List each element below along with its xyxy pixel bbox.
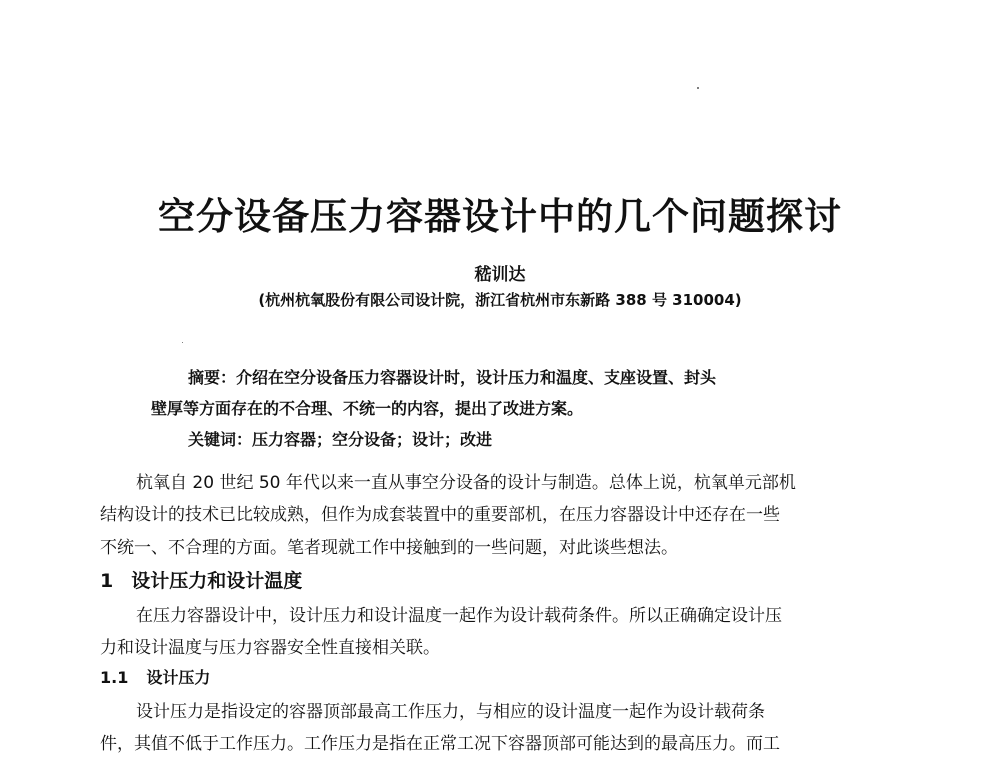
subsection-number: 1.1: [100, 668, 129, 687]
abstract-label: 摘要：: [188, 368, 237, 387]
section-title: 设计压力和设计温度: [131, 570, 303, 592]
abstract-text-2: 壁厚等方面存在的不合理、不统一的内容，提出了改进方案。: [151, 399, 584, 418]
abstract-line-2: [151, 396, 583, 419]
section-number: 1: [100, 570, 114, 592]
section-1-1-paragraph-line: 件，其值不低于工作压力。工作压力是指在正常工况下容器顶部可能达到的最高压力。而工: [100, 734, 780, 754]
section-1-1-heading: [100, 665, 210, 688]
paper-title: 空分设备压力容器设计中的几个问题探讨: [158, 195, 842, 238]
keywords-line: [188, 427, 492, 450]
abstract-line-1: [188, 365, 716, 388]
keywords-label: 关键词：: [188, 430, 253, 449]
intro-line: 结构设计的技术已比较成熟，但作为成套装置中的重要部机，在压力容器设计中还存在一些: [100, 505, 780, 525]
author-name: 嵇训达: [474, 265, 526, 285]
section-1-paragraph-line: 力和设计温度与压力容器安全性直接相关联。: [100, 638, 440, 658]
intro-line: 杭氧自 20 世纪 50 年代以来一直从事空分设备的设计与制造。总体上说，杭氧单元部机: [136, 473, 796, 493]
scan-speck: [182, 342, 183, 343]
author-affiliation: (杭州杭氧股份有限公司设计院，浙江省杭州市东新路 388 号 310004): [258, 291, 742, 309]
subsection-title: 设计压力: [146, 668, 211, 687]
intro-line: 不统一、不合理的方面。笔者现就工作中接触到的一些问题，对此谈些想法。: [100, 538, 678, 558]
scan-speck: [697, 87, 699, 89]
abstract-text-1: 介绍在空分设备压力容器设计时，设计压力和温度、支座设置、封头: [236, 368, 717, 387]
section-1-heading: [100, 566, 302, 593]
section-1-1-paragraph-line: 设计压力是指设定的容器顶部最高工作压力，与相应的设计温度一起作为设计载荷条: [136, 702, 765, 722]
keywords-text: 压力容器；空分设备；设计；改进: [252, 430, 493, 449]
section-1-paragraph-line: 在压力容器设计中，设计压力和设计温度一起作为设计载荷条件。所以正确确定设计压: [136, 606, 782, 626]
